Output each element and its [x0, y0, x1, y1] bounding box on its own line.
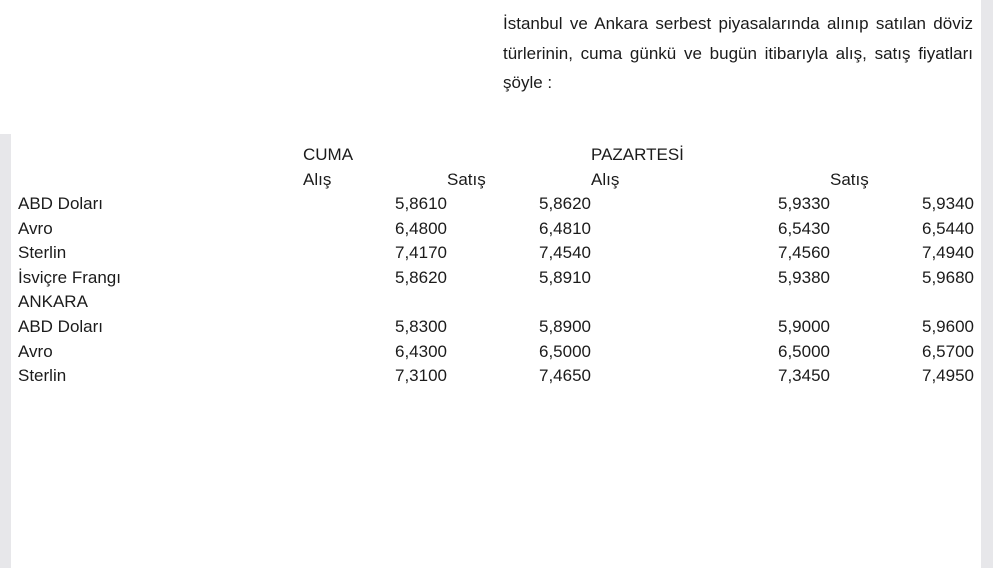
rate-value: 5,9600 — [922, 317, 974, 336]
rate-value: 5,9680 — [922, 268, 974, 287]
rate-value: 6,5430 — [778, 219, 830, 238]
rate-value: 7,4540 — [539, 243, 591, 262]
rate-value: 6,5000 — [778, 342, 830, 361]
header-cuma: CUMA — [303, 145, 354, 164]
rate-value: 5,9340 — [922, 194, 974, 213]
rate-value: 7,3100 — [395, 366, 447, 385]
row-label: Avro — [18, 219, 53, 238]
rate-value: 6,4800 — [395, 219, 447, 238]
subheader-cuma-satis: Satış — [447, 170, 486, 189]
rate-value: 7,4940 — [922, 243, 974, 262]
subheader-pazartesi-satis: Satış — [830, 170, 869, 189]
rate-value: 7,4650 — [539, 366, 591, 385]
rate-value: 7,3450 — [778, 366, 830, 385]
intro-paragraph: İstanbul ve Ankara serbest piyasalarında alınıp satılan döviz türlerinin, cuma günkü ve bugün itibarıyla alış, satış fiyatları şöyle : — [503, 14, 973, 92]
rate-value: 7,4560 — [778, 243, 830, 262]
rate-value: 6,4300 — [395, 342, 447, 361]
rate-value: 6,5000 — [539, 342, 591, 361]
subheader-pazartesi-alis: Alış — [591, 170, 620, 189]
row-label: ABD Doları — [18, 317, 104, 336]
row-label: İsviçre Frangı — [18, 268, 121, 287]
row-label: ABD Doları — [18, 194, 104, 213]
rate-value: 5,8300 — [395, 317, 447, 336]
rate-value: 7,4170 — [395, 243, 447, 262]
rate-value: 7,4950 — [922, 366, 974, 385]
header-pazartesi: PAZARTESİ — [591, 145, 684, 164]
rate-value: 5,9330 — [778, 194, 830, 213]
rate-value: 6,5700 — [922, 342, 974, 361]
rate-value: 5,9380 — [778, 268, 830, 287]
rate-value: 5,8910 — [539, 268, 591, 287]
rate-value: 5,8610 — [395, 194, 447, 213]
rate-value: 5,8900 — [539, 317, 591, 336]
left-page-gutter — [0, 134, 11, 568]
rate-value: 6,5440 — [922, 219, 974, 238]
rate-value: 5,8620 — [395, 268, 447, 287]
row-label: Sterlin — [18, 243, 67, 262]
row-label: Avro — [18, 342, 53, 361]
row-label: ANKARA — [18, 292, 88, 311]
rate-value: 6,4810 — [539, 219, 591, 238]
right-page-gutter — [981, 0, 993, 568]
rate-value: 5,8620 — [539, 194, 591, 213]
rate-value: 5,9000 — [778, 317, 830, 336]
row-label: Sterlin — [18, 366, 67, 385]
subheader-cuma-alis: Alış — [303, 170, 332, 189]
